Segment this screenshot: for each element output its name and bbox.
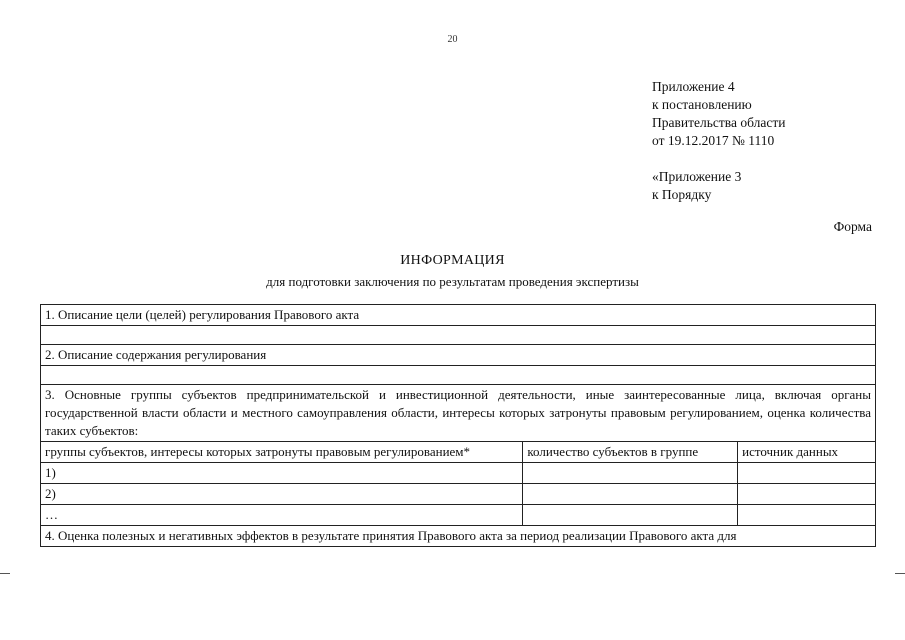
column-header-groups: группы субъектов, интересы которых затронуты правовым регулированием* <box>41 442 523 463</box>
count-cell[interactable] <box>523 505 738 526</box>
column-header-count: количество субъектов в группе <box>523 442 738 463</box>
information-form-table <box>40 304 876 547</box>
table-row <box>41 505 876 526</box>
form-label: Форма <box>833 219 872 234</box>
count-cell[interactable] <box>523 484 738 505</box>
annex-block <box>652 78 785 204</box>
section-1-heading: 1. Описание цели (целей) регулирования Правового акта <box>41 305 876 326</box>
document-subtitle: для подготовки заключения по результатам проведения экспертизы <box>266 274 639 289</box>
table-row <box>41 463 876 484</box>
source-cell[interactable] <box>738 484 876 505</box>
annex-line: Приложение 4 <box>652 79 735 94</box>
section-3-heading: 3. Основные группы субъектов предпринимательской и инвестиционной деятельности, иные заинтересованные лица, включая органы государственной власти области и местного самоуправления области, интересы которых затронуты правовым регулированием, оценка количества таких субъектов: <box>41 385 876 442</box>
section-2-answer[interactable] <box>41 366 876 385</box>
scan-mark-left <box>0 573 10 574</box>
count-cell[interactable] <box>523 463 738 484</box>
row-label: 2) <box>41 484 523 505</box>
source-cell[interactable] <box>738 463 876 484</box>
annex-line: «Приложение 3 <box>652 169 742 184</box>
annex-line: Правительства области <box>652 115 786 130</box>
document-title: ИНФОРМАЦИЯ <box>400 253 505 268</box>
section-2-heading: 2. Описание содержания регулирования <box>41 345 876 366</box>
page-number: 20 <box>447 34 458 45</box>
annex-line: к постановлению <box>652 97 752 112</box>
annex-line: от 19.12.2017 № 1110 <box>652 133 775 148</box>
section-1-answer[interactable] <box>41 326 876 345</box>
scan-mark-right <box>895 573 905 574</box>
row-label: … <box>41 505 523 526</box>
row-label: 1) <box>41 463 523 484</box>
source-cell[interactable] <box>738 505 876 526</box>
table-row <box>41 484 876 505</box>
annex-line: к Порядку <box>652 187 712 202</box>
section-4-heading: 4. Оценка полезных и негативных эффектов в результате принятия Правового акта за период реализации Правового акта для <box>41 526 876 547</box>
column-header-source: источник данных <box>738 442 876 463</box>
